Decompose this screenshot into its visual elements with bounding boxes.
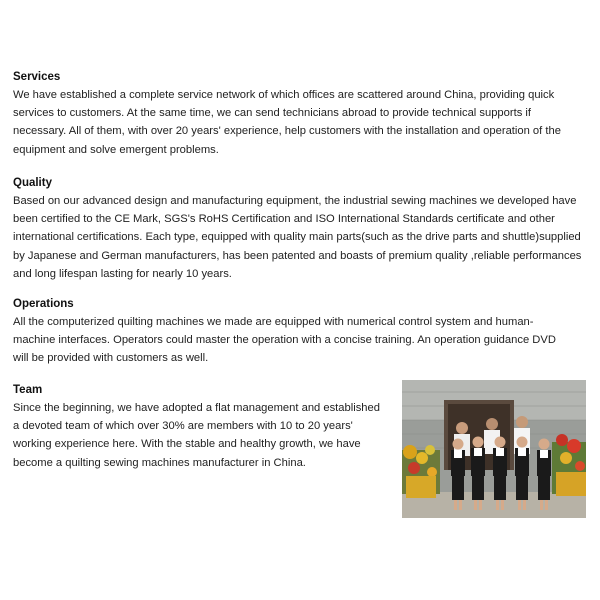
operations-heading: Operations xyxy=(13,298,74,310)
team-heading: Team xyxy=(13,384,43,396)
team-section xyxy=(13,382,388,472)
services-section xyxy=(13,69,583,159)
operations-text: All the computerized quilting machines we made are equipped with numerical control system and human-machine interfaces. Operators could master the operation with a concise training. An operation guidance DVD will be provided with customers as well. xyxy=(13,316,556,365)
quality-text: Based on our advanced design and manufacturing equipment, the industrial sewing machines we developed have been certified to the CE Mark, SGS's RoHS Certification and ISO International Standards certificate and other international certifications. Each type, equipped with quality main parts(such as the drive parts and shuttle)supplied by Japanese and German manufacturers, has been patented and boasts of premium quality ,reliable performances and long lifespan lasting for nearly 10 years. xyxy=(13,195,582,280)
team-text: Since the beginning, we have adopted a flat management and established a devoted team of which over 30% are members with 10 to 20 years' working experience here. With the stable and healthy growth, we have become a quilting sewing machines manufacturer in China. xyxy=(13,402,380,469)
services-heading: Services xyxy=(13,71,61,83)
quality-section xyxy=(13,175,585,283)
services-text: We have established a complete service network of which offices are scattered around China, providing quick services to customers. At the same time, we can send technicians abroad to provide technical supports if necessary. All of them, with over 20 years' experience, help customers with the installation and operation of the equipment and solve emergent problems. xyxy=(13,89,561,156)
operations-section xyxy=(13,296,573,368)
quality-heading: Quality xyxy=(13,177,52,189)
team-photo xyxy=(402,380,586,518)
